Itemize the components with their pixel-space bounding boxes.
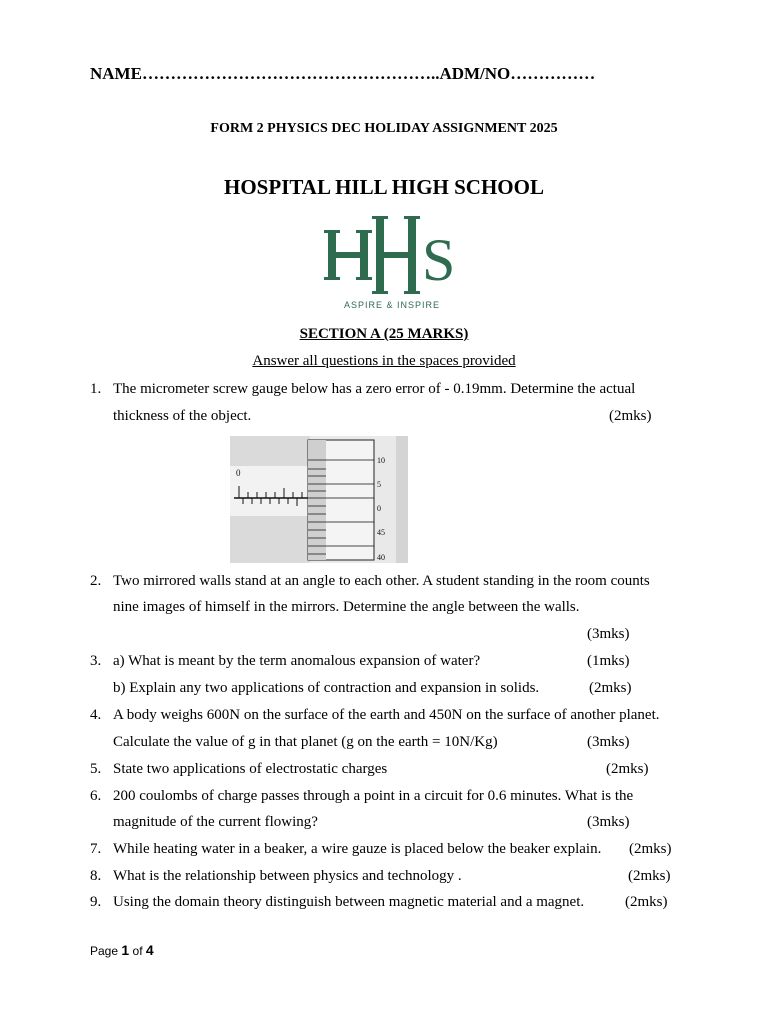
page-total: 4 (145, 942, 154, 958)
question-number: 4. (90, 707, 102, 723)
question-text: 200 coulombs of charge passes through a point in a circuit for 0.6 minutes. What is the (113, 788, 634, 804)
question-text: State two applications of electrostatic charges (113, 761, 388, 777)
thimble-label: 40 (377, 553, 385, 562)
question-number: 2. (90, 573, 102, 589)
question-text: b) Explain any two applications of contraction and expansion in solids. (113, 680, 540, 696)
question-text: A body weighs 600N on the surface of the earth and 450N on the surface of another planet. (113, 707, 660, 723)
question-marks: (2mks) (628, 868, 671, 884)
question-marks: (2mks) (609, 408, 652, 424)
question-text: What is the relationship between physics and technology . (113, 868, 462, 884)
question-marks: (3mks) (587, 814, 630, 830)
question-text: Two mirrored walls stand at an angle to each other. A student standing in the room counts (113, 573, 650, 589)
page-number: 1 (121, 942, 130, 958)
question-text: Calculate the value of g in that planet (g on the earth = 10N/Kg) (113, 734, 498, 750)
thimble-label: 5 (377, 480, 381, 489)
page-word: Page (90, 944, 119, 958)
name-adm-line: NAME……………………………………………..ADM/NO…………… (90, 64, 596, 83)
question-marks: (2mks) (606, 761, 649, 777)
question-text: The micrometer screw gauge below has a zero error of - 0.19mm. Determine the actual (113, 381, 636, 397)
question-marks: (2mks) (625, 894, 668, 910)
question-text: magnitude of the current flowing? (113, 814, 318, 830)
question-number: 5. (90, 761, 102, 777)
of-word: of (132, 944, 143, 958)
logo-motto: ASPIRE & INSPIRE (344, 300, 441, 310)
thimble-label: 10 (377, 456, 385, 465)
question-number: 3. (90, 653, 102, 669)
question-number: 6. (90, 788, 102, 804)
section-instruction: Answer all questions in the spaces provided (252, 353, 516, 369)
micrometer-figure (230, 436, 408, 563)
section-title: SECTION A (25 MARKS) (299, 326, 469, 342)
question-number: 9. (90, 894, 102, 910)
question-text: a) What is meant by the term anomalous expansion of water? (113, 653, 481, 669)
main-scale-zero: 0 (236, 468, 241, 478)
logo-letter-s: S (422, 227, 456, 293)
question-marks: (2mks) (629, 841, 672, 857)
question-text: Using the domain theory distinguish between magnetic material and a magnet. (113, 894, 585, 910)
question-text: thickness of the object. (113, 408, 252, 424)
question-marks: (1mks) (587, 653, 630, 669)
question-text: While heating water in a beaker, a wire gauze is placed below the beaker explain. (113, 841, 602, 857)
school-name: HOSPITAL HILL HIGH SCHOOL (224, 175, 544, 199)
question-marks: (3mks) (587, 734, 630, 750)
question-text: nine images of himself in the mirrors. Determine the angle between the walls. (113, 599, 580, 615)
question-marks: (2mks) (589, 680, 632, 696)
question-number: 8. (90, 868, 102, 884)
page-footer (90, 942, 154, 958)
question-number: 7. (90, 841, 102, 857)
question-number: 1. (90, 381, 102, 397)
question-marks: (3mks) (587, 626, 630, 642)
thimble-label: 0 (377, 504, 381, 513)
thimble-label: 45 (377, 528, 385, 537)
school-logo (322, 212, 492, 312)
assignment-title: FORM 2 PHYSICS DEC HOLIDAY ASSIGNMENT 2025 (210, 121, 558, 136)
